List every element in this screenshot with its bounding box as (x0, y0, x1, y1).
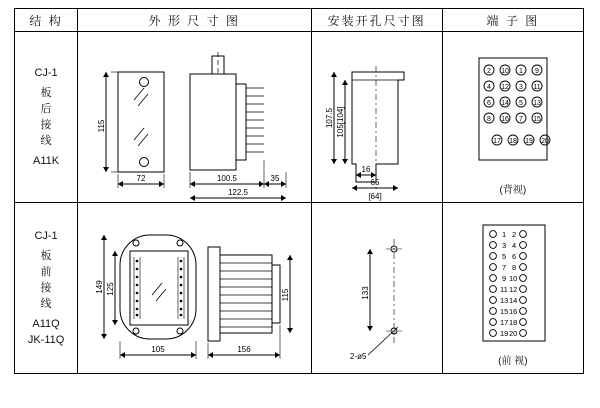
dimension-table (14, 8, 584, 374)
svg-text:1: 1 (518, 68, 523, 75)
row2-label-block (15, 224, 77, 352)
row2-line-3: 接 (40, 282, 52, 294)
svg-text:4: 4 (511, 241, 516, 250)
dim-depth-156: 156 (237, 345, 251, 354)
table-row (15, 32, 584, 203)
dim-depth-100-5: 100.5 (217, 174, 238, 183)
svg-text:9: 9 (534, 68, 539, 75)
svg-text:17: 17 (492, 138, 501, 145)
svg-text:2: 2 (511, 230, 516, 239)
dim-mount-height-107-5: 107.5 (324, 107, 334, 129)
dim-mount-width-65: 65 (370, 178, 379, 187)
row1-terminal-canvas (443, 32, 583, 202)
row2-structure-label (15, 203, 78, 374)
svg-text:14: 14 (500, 100, 509, 107)
svg-text:13: 13 (532, 100, 541, 107)
svg-text:4: 4 (486, 84, 491, 91)
svg-text:11: 11 (533, 84, 541, 91)
dim-outer-149: 149 (95, 280, 105, 294)
header-outline-dimensions: 外 形 尺 寸 图 (78, 9, 311, 32)
dim-width-72: 72 (136, 174, 146, 183)
svg-text:7: 7 (518, 116, 523, 123)
svg-text:18: 18 (508, 138, 517, 145)
header-mounting-hole-dimensions: 安装开孔尺寸图 (311, 9, 442, 32)
row1-code: A11K (33, 155, 60, 167)
svg-text:1: 1 (501, 230, 506, 239)
dim-height-115-front: 115 (281, 288, 291, 302)
svg-text:9: 9 (501, 274, 506, 283)
svg-text:16: 16 (500, 116, 509, 123)
svg-text:5: 5 (518, 100, 523, 107)
svg-text:10: 10 (500, 68, 509, 75)
svg-text:16: 16 (508, 307, 518, 316)
svg-text:20: 20 (540, 138, 549, 145)
svg-text:6: 6 (511, 252, 516, 261)
table-header-row (15, 9, 584, 32)
row1-label-block (15, 61, 77, 173)
row2-terminal-canvas (443, 203, 583, 373)
row1-line-4: 线 (40, 135, 52, 147)
dim-width-105: 105 (151, 345, 165, 354)
svg-text:7: 7 (501, 263, 506, 272)
dim-inner-125: 125 (106, 282, 116, 296)
svg-text:19: 19 (524, 138, 533, 145)
dim-mount-width-alt: [64] (367, 192, 382, 201)
dim-slot-16: 16 (361, 165, 370, 174)
header-structure: 结 构 (15, 9, 78, 32)
row1-line-3: 接 (40, 119, 52, 131)
row1-mounting-canvas (312, 32, 442, 202)
dim-hole-pitch-133: 133 (360, 286, 370, 300)
row2-outline-canvas (78, 203, 310, 373)
row2-line-1: 板 (40, 250, 52, 262)
row1-outline-canvas (78, 32, 310, 202)
dim-height-115: 115 (97, 119, 107, 133)
svg-text:10: 10 (508, 274, 518, 283)
svg-text:18: 18 (508, 318, 518, 327)
row1-outline-drawing (78, 32, 311, 203)
row2-mounting-canvas (312, 203, 442, 373)
svg-text:14: 14 (508, 296, 518, 305)
row1-mounting-drawing (311, 32, 442, 203)
row1-line-2: 后 (40, 103, 52, 115)
svg-text:2: 2 (486, 68, 491, 75)
row2-line-2: 前 (40, 266, 52, 278)
header-terminal-diagram: 端 子 图 (442, 9, 583, 32)
row1-terminal-caption: (背视) (499, 185, 527, 196)
row2-line-4: 线 (40, 298, 52, 310)
row1-model: CJ-1 (34, 67, 58, 79)
svg-text:15: 15 (532, 116, 541, 123)
svg-text:12: 12 (500, 84, 509, 91)
row2-code-2: JK-11Q (27, 334, 65, 346)
row1-terminal-diagram (442, 32, 583, 203)
svg-text:12: 12 (508, 285, 518, 294)
row2-mounting-drawing (311, 203, 442, 374)
dim-hole-2-d5: 2-ø5 (349, 352, 366, 361)
row2-terminal-diagram (442, 203, 583, 374)
svg-text:6: 6 (486, 100, 491, 107)
row2-model: CJ-1 (34, 230, 58, 242)
row2-outline-drawing (78, 203, 311, 374)
dim-total-122-5: 122.5 (228, 188, 249, 197)
row1-line-1: 板 (40, 87, 52, 99)
svg-text:5: 5 (501, 252, 506, 261)
dim-flange-35: 35 (270, 174, 280, 183)
svg-text:17: 17 (499, 318, 509, 327)
svg-text:11: 11 (499, 285, 508, 294)
row2-terminal-caption: (前 视) (498, 356, 528, 367)
svg-text:8: 8 (511, 263, 516, 272)
svg-text:20: 20 (508, 329, 518, 338)
svg-text:8: 8 (486, 116, 491, 123)
drawing-sheet (0, 8, 600, 408)
svg-text:3: 3 (518, 84, 523, 91)
dim-mount-height-alt: 105[104] (335, 106, 345, 138)
svg-text:3: 3 (501, 241, 506, 250)
row2-code: A11Q (32, 318, 60, 330)
row1-structure-label (15, 32, 78, 203)
svg-text:13: 13 (499, 296, 509, 305)
svg-text:15: 15 (499, 307, 509, 316)
table-row (15, 203, 584, 374)
svg-text:19: 19 (499, 329, 509, 338)
